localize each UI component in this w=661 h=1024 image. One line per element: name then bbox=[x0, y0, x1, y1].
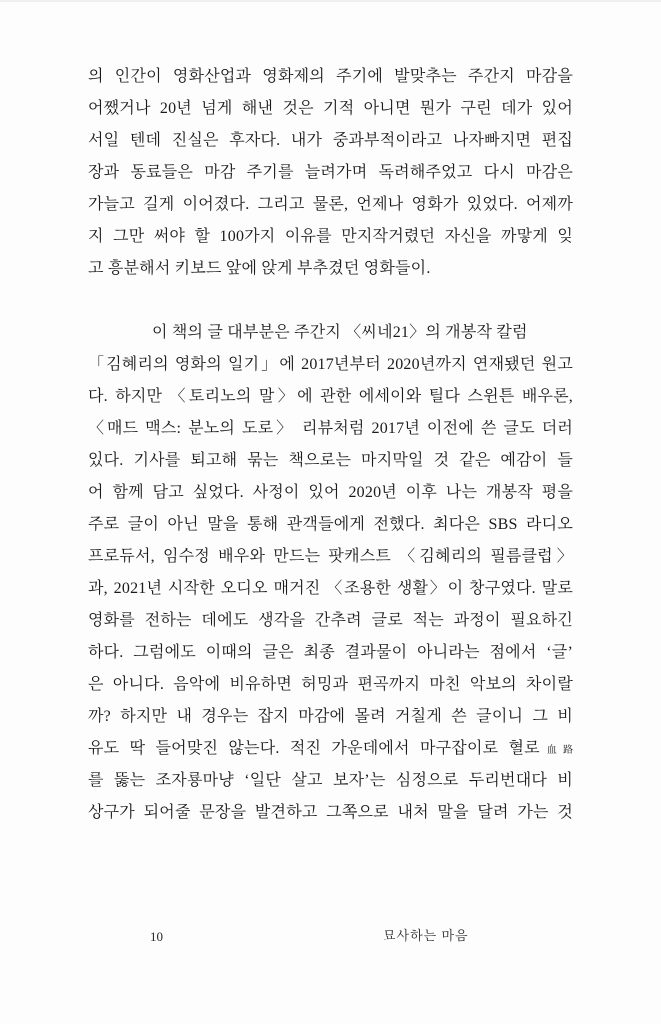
text-line: 영화를 전하는 데에도 생각을 간추려 글로 적는 과정이 필요하긴 bbox=[88, 612, 573, 629]
page-number: 10 bbox=[150, 929, 163, 944]
text-line: 이 책의 글 대부분은 주간지 〈씨네21〉의 개봉작 칼럼 bbox=[152, 324, 528, 341]
body-paragraph bbox=[88, 317, 573, 829]
hanja-annotation: 血路 bbox=[540, 745, 573, 756]
text-line: 고 흥분해서 키보드 앞에 앉게 부추겼던 영화들이. bbox=[88, 260, 431, 277]
text-line: 장과 동료들은 마감 주기를 늘려가며 독려해주었고 다시 마감은 bbox=[88, 164, 573, 181]
text-block bbox=[88, 61, 573, 829]
text-line: 어쨌거나 20년 넘게 해낸 것은 기적 아니면 뭔가 구린 데가 있어 bbox=[88, 100, 573, 117]
text-line: 하다. 그럼에도 이때의 글은 최종 결과물이 아니라는 점에서 ‘글’ bbox=[88, 644, 573, 661]
text-line: 프로듀서, 임수정 배우와 만드는 팟캐스트 〈김혜리의 필름클럽〉 bbox=[88, 548, 573, 565]
page-top-edge bbox=[0, 0, 661, 2]
text-line: 은 아니다. 음악에 비유하면 허밍과 편곡까지 마친 악보의 차이랄 bbox=[88, 676, 573, 693]
text-line: 「김혜리의 영화의 일기」에 2017년부터 2020년까지 연재됐던 원고 bbox=[88, 356, 573, 373]
text-line: 과, 2021년 시작한 오디오 매거진 〈조용한 생활〉이 창구였다. 말로 bbox=[88, 580, 573, 597]
text-line: 까? 하지만 내 경우는 잡지 마감에 몰려 거칠게 쓴 글이니 그 비 bbox=[88, 708, 573, 725]
text-line: 가늘고 길게 이어졌다. 그리고 물론, 언제나 영화가 있었다. 어제까 bbox=[88, 196, 573, 213]
text-line: 다. 하지만 〈토리노의 말〉에 관한 에세이와 틸다 스윈튼 배우론, bbox=[88, 388, 573, 405]
text-line: 상구가 되어줄 문장을 발견하고 그쪽으로 내처 말을 달려 가는 것 bbox=[88, 804, 573, 821]
text-line: 의 인간이 영화산업과 영화제의 주기에 발맞추는 주간지 마감을 bbox=[88, 68, 573, 85]
text-line: 를 뚫는 조자룡마냥 ‘일단 살고 보자’는 심정으로 두리번대다 비 bbox=[88, 772, 573, 789]
text-line: 〈매드 맥스: 분노의 도로〉 리뷰처럼 2017년 이전에 쓴 글도 더러 bbox=[88, 420, 573, 437]
body-paragraph bbox=[88, 61, 573, 285]
text-line: 있다. 기사를 퇴고해 묶는 책으로는 마지막일 것 같은 예감이 들 bbox=[88, 452, 573, 469]
text-line: 주로 글이 아닌 말을 통해 관객들에게 전했다. 최다은 SBS 라디오 bbox=[88, 516, 573, 533]
text-line: 서일 텐데 진실은 후자다. 내가 중과부적이라고 나자빠지면 편집 bbox=[88, 132, 573, 149]
text-line: 어 함께 담고 싶었다. 사정이 있어 2020년 이후 나는 개봉작 평을 bbox=[88, 484, 573, 501]
running-title: 묘사하는 마음 bbox=[383, 928, 469, 943]
text-line: 유도 딱 들어맞진 않는다. 적진 가운데에서 마구잡이로 혈로血路 bbox=[88, 740, 573, 757]
text-line: 지 그만 써야 할 100가지 이유를 만지작거렸던 자신을 까맣게 잊 bbox=[88, 228, 573, 245]
